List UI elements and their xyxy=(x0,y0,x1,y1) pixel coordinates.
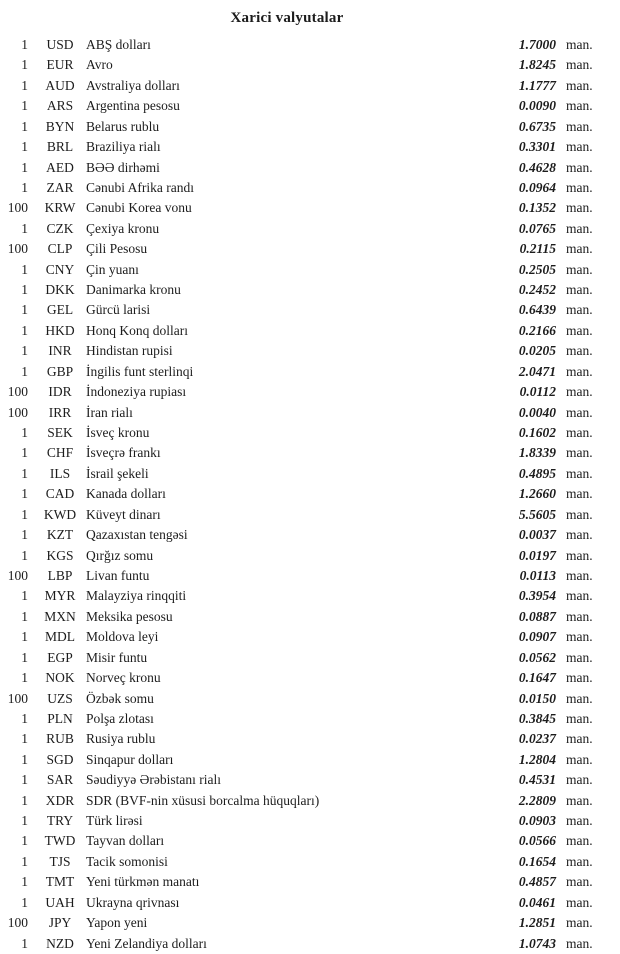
exchange-rate: 0.1654 xyxy=(518,853,556,869)
table-row xyxy=(0,791,620,811)
quantity: 1 xyxy=(21,608,28,624)
exchange-rate: 0.0964 xyxy=(518,179,556,195)
unit-label: man. xyxy=(566,118,593,134)
currency-code: MXN xyxy=(44,608,76,624)
table-row xyxy=(0,178,620,198)
quantity: 1 xyxy=(21,139,28,155)
currency-code: USD xyxy=(46,37,74,52)
exchange-rate: 0.3845 xyxy=(518,710,556,726)
table-row xyxy=(0,96,620,116)
table-row xyxy=(0,811,620,831)
quantity: 1 xyxy=(21,588,28,604)
unit-label: man. xyxy=(566,486,593,502)
unit-label: man. xyxy=(566,77,593,93)
currency-code: TMT xyxy=(45,874,75,890)
table-row xyxy=(0,668,620,688)
quantity: 100 xyxy=(7,384,28,400)
currency-name: Yeni türkmən manatı xyxy=(86,874,200,890)
table-row xyxy=(0,341,620,361)
currency-name: Özbək somu xyxy=(86,690,154,706)
unit-label: man. xyxy=(566,527,593,543)
currency-name: İndoneziya rupiası xyxy=(86,384,187,400)
exchange-rate: 0.4857 xyxy=(518,874,556,890)
quantity: 1 xyxy=(21,894,28,910)
currency-name: Yeni Zelandiya dolları xyxy=(86,935,207,951)
exchange-rate: 0.1647 xyxy=(518,670,556,686)
unit-label: man. xyxy=(566,547,593,563)
currency-name: Honq Konq dolları xyxy=(86,322,188,338)
currency-code: IRR xyxy=(48,404,72,420)
exchange-rate: 0.4895 xyxy=(518,465,556,481)
exchange-rate: 1.7000 xyxy=(518,37,556,52)
currency-name: İngilis funt sterlinqi xyxy=(86,363,194,379)
table-row xyxy=(0,729,620,749)
exchange-rate: 0.0112 xyxy=(519,384,556,400)
currency-code: RUB xyxy=(46,731,74,747)
unit-label: man. xyxy=(566,506,593,522)
unit-label: man. xyxy=(566,731,593,747)
currency-code: TWD xyxy=(44,833,76,849)
table-row xyxy=(0,893,620,913)
currency-code: CZK xyxy=(46,220,74,236)
quantity: 1 xyxy=(21,649,28,665)
currency-code: KZT xyxy=(46,527,74,543)
currency-code: KWD xyxy=(43,506,77,522)
currency-code: IDR xyxy=(48,384,72,400)
exchange-rate: 0.6735 xyxy=(518,118,556,134)
currency-name: ABŞ dolları xyxy=(86,37,151,52)
table-row xyxy=(0,689,620,709)
unit-label: man. xyxy=(566,57,593,73)
unit-label: man. xyxy=(566,220,593,236)
quantity: 1 xyxy=(21,629,28,645)
unit-label: man. xyxy=(566,139,593,155)
exchange-rate: 0.0237 xyxy=(518,731,556,747)
table-row xyxy=(0,403,620,423)
exchange-rate: 1.2660 xyxy=(518,486,556,502)
quantity: 1 xyxy=(21,179,28,195)
exchange-rate: 0.0150 xyxy=(518,690,556,706)
quantity: 1 xyxy=(21,57,28,73)
unit-label: man. xyxy=(566,853,593,869)
exchange-rate: 1.2851 xyxy=(518,915,556,931)
currency-code: MDL xyxy=(45,629,75,645)
unit-label: man. xyxy=(566,772,593,788)
currency-name: Küveyt dinarı xyxy=(86,506,161,522)
quantity: 1 xyxy=(21,751,28,767)
currency-code: EGP xyxy=(47,649,73,665)
currency-name: İsrail şekeli xyxy=(86,465,149,481)
unit-label: man. xyxy=(566,241,593,257)
unit-label: man. xyxy=(566,649,593,665)
currency-name: Yapon yeni xyxy=(86,915,148,931)
currency-name: Misir funtu xyxy=(86,649,148,665)
exchange-rate: 0.0037 xyxy=(518,527,556,543)
currency-code: NOK xyxy=(45,670,75,686)
currency-code: SEK xyxy=(47,425,73,441)
currency-code: CHF xyxy=(46,445,74,461)
quantity: 1 xyxy=(21,506,28,522)
table-row xyxy=(0,913,620,933)
currency-code: UZS xyxy=(47,690,73,706)
table-row xyxy=(0,831,620,851)
currency-code: CAD xyxy=(45,486,75,502)
quantity: 1 xyxy=(21,77,28,93)
table-row xyxy=(0,321,620,341)
exchange-rate: 0.2115 xyxy=(519,241,556,257)
table-row xyxy=(0,709,620,729)
currency-code: GEL xyxy=(46,302,74,318)
quantity: 1 xyxy=(21,833,28,849)
table-row xyxy=(0,117,620,137)
table-row xyxy=(0,158,620,178)
exchange-rate: 0.0113 xyxy=(519,567,556,583)
unit-label: man. xyxy=(566,935,593,951)
page-title: Xarici valyutalar xyxy=(230,10,344,26)
currency-name: Gürcü larisi xyxy=(86,302,151,318)
currency-code: BYN xyxy=(45,118,75,134)
currency-name: Qazaxıstan tengəsi xyxy=(86,527,188,543)
quantity: 1 xyxy=(21,710,28,726)
exchange-rate: 0.0205 xyxy=(518,343,556,359)
currency-name: Meksika pesosu xyxy=(86,608,173,624)
table-row xyxy=(0,137,620,157)
quantity: 1 xyxy=(21,261,28,277)
exchange-rate: 0.0040 xyxy=(518,404,556,420)
currency-name: Argentina pesosu xyxy=(86,98,180,114)
currency-name: Ukrayna qrivnası xyxy=(86,894,180,910)
unit-label: man. xyxy=(566,915,593,931)
quantity: 1 xyxy=(21,302,28,318)
unit-label: man. xyxy=(566,302,593,318)
quantity: 1 xyxy=(21,547,28,563)
quantity: 1 xyxy=(21,731,28,747)
currency-name: SDR (BVF-nin xüsusi borcalma hüquqları) xyxy=(86,792,320,808)
exchange-rate: 0.0562 xyxy=(518,649,556,665)
currency-code: HKD xyxy=(45,322,75,338)
unit-label: man. xyxy=(566,363,593,379)
unit-label: man. xyxy=(566,813,593,829)
currency-code: ILS xyxy=(49,465,71,481)
exchange-rate: 0.4531 xyxy=(518,772,556,788)
quantity: 1 xyxy=(21,118,28,134)
exchange-rate: 0.6439 xyxy=(518,302,556,318)
exchange-rate: 5.5605 xyxy=(518,506,556,522)
quantity: 1 xyxy=(21,343,28,359)
currency-code: SAR xyxy=(46,772,74,788)
unit-label: man. xyxy=(566,37,593,52)
unit-label: man. xyxy=(566,343,593,359)
currency-name: Türk lirəsi xyxy=(86,813,143,829)
exchange-rate: 0.1602 xyxy=(518,425,556,441)
unit-label: man. xyxy=(566,894,593,910)
exchange-rate: 0.0197 xyxy=(518,547,556,563)
unit-label: man. xyxy=(566,322,593,338)
table-row xyxy=(0,525,620,545)
exchange-rate: 0.4628 xyxy=(518,159,556,175)
currency-code: UAH xyxy=(45,894,75,910)
currency-code: SGD xyxy=(46,751,74,767)
unit-label: man. xyxy=(566,751,593,767)
currency-name: Çin yuanı xyxy=(86,261,139,277)
quantity: 100 xyxy=(7,690,28,706)
exchange-rate: 1.8245 xyxy=(518,57,556,73)
unit-label: man. xyxy=(566,567,593,583)
currency-code: TJS xyxy=(49,853,71,869)
exchange-rate: 2.2809 xyxy=(518,792,556,808)
unit-label: man. xyxy=(566,179,593,195)
quantity: 1 xyxy=(21,322,28,338)
currency-name: Polşa zlotası xyxy=(86,710,154,726)
table-row xyxy=(0,484,620,504)
currency-code: CNY xyxy=(45,261,75,277)
currency-code: MYR xyxy=(44,588,76,604)
unit-label: man. xyxy=(566,588,593,604)
quantity: 1 xyxy=(21,772,28,788)
table-row xyxy=(0,260,620,280)
unit-label: man. xyxy=(566,404,593,420)
currency-code: CLP xyxy=(47,241,73,257)
unit-label: man. xyxy=(566,629,593,645)
currency-name: Kanada dolları xyxy=(86,486,166,502)
exchange-rate: 1.0743 xyxy=(518,935,556,951)
table-row xyxy=(0,464,620,484)
currency-name: Rusiya rublu xyxy=(86,731,156,747)
currency-name: Çili Pesosu xyxy=(86,241,148,257)
currency-code: BRL xyxy=(46,139,74,155)
quantity: 1 xyxy=(21,445,28,461)
table-row xyxy=(0,362,620,382)
quantity: 1 xyxy=(21,527,28,543)
exchange-rate: 0.1352 xyxy=(518,200,556,216)
currency-code: GBP xyxy=(46,363,74,379)
unit-label: man. xyxy=(566,465,593,481)
currency-name: İsveçrə frankı xyxy=(86,445,161,461)
table-row xyxy=(0,198,620,218)
currency-name: Hindistan rupisi xyxy=(86,343,173,359)
unit-label: man. xyxy=(566,874,593,890)
exchange-rate: 0.0461 xyxy=(518,894,556,910)
unit-label: man. xyxy=(566,282,593,298)
currency-name: Səudiyyə Ərəbistanı rialı xyxy=(86,772,221,788)
table-row xyxy=(0,770,620,790)
currency-table xyxy=(0,35,620,954)
quantity: 1 xyxy=(21,465,28,481)
exchange-rate: 1.8339 xyxy=(518,445,556,461)
unit-label: man. xyxy=(566,98,593,114)
table-row xyxy=(0,55,620,75)
table-row xyxy=(0,443,620,463)
exchange-rate: 1.1777 xyxy=(518,77,556,93)
table-row xyxy=(0,852,620,872)
table-row xyxy=(0,423,620,443)
currency-code: NZD xyxy=(46,935,74,951)
currency-name: Tacik somonisi xyxy=(86,853,168,869)
exchange-rate: 0.0765 xyxy=(518,220,556,236)
exchange-rate: 0.2166 xyxy=(518,322,556,338)
table-row xyxy=(0,300,620,320)
table-row xyxy=(0,505,620,525)
unit-label: man. xyxy=(566,792,593,808)
table-row xyxy=(0,566,620,586)
currency-code: ZAR xyxy=(46,179,74,195)
currency-name: BƏƏ dirhəmi xyxy=(86,159,160,175)
exchange-rate: 0.3954 xyxy=(518,588,556,604)
table-row xyxy=(0,219,620,239)
currency-code: AED xyxy=(46,159,74,175)
currency-code: DKK xyxy=(45,282,75,298)
currency-name: Norveç kronu xyxy=(86,670,161,686)
currency-name: Çexiya kronu xyxy=(86,220,160,236)
unit-label: man. xyxy=(566,608,593,624)
table-row xyxy=(0,607,620,627)
currency-code: JPY xyxy=(48,915,72,931)
table-row xyxy=(0,546,620,566)
quantity: 1 xyxy=(21,670,28,686)
unit-label: man. xyxy=(566,833,593,849)
table-row xyxy=(0,76,620,96)
table-row xyxy=(0,35,620,55)
currency-name: Moldova leyi xyxy=(86,629,159,645)
currency-code: PLN xyxy=(47,710,73,726)
currency-name: Livan funtu xyxy=(86,567,150,583)
quantity: 100 xyxy=(7,241,28,257)
exchange-rate: 0.2505 xyxy=(518,261,556,277)
currency-code: EUR xyxy=(46,57,74,73)
unit-label: man. xyxy=(566,710,593,726)
currency-code: ARS xyxy=(46,98,74,114)
table-row xyxy=(0,280,620,300)
currency-name: Sinqapur dolları xyxy=(86,751,174,767)
unit-label: man. xyxy=(566,200,593,216)
currency-name: Cənubi Afrika randı xyxy=(86,179,194,195)
unit-label: man. xyxy=(566,425,593,441)
currency-code: TRY xyxy=(46,813,74,829)
quantity: 1 xyxy=(21,935,28,951)
currency-code: INR xyxy=(48,343,72,359)
table-row xyxy=(0,750,620,770)
quantity: 1 xyxy=(21,159,28,175)
unit-label: man. xyxy=(566,445,593,461)
exchange-rate: 0.2452 xyxy=(518,282,556,298)
exchange-rate: 0.0090 xyxy=(518,98,556,114)
currency-name: Braziliya rialı xyxy=(86,139,161,155)
unit-label: man. xyxy=(566,670,593,686)
exchange-rate: 0.3301 xyxy=(518,139,556,155)
exchange-rate: 0.0907 xyxy=(518,629,556,645)
quantity: 1 xyxy=(21,220,28,236)
quantity: 1 xyxy=(21,98,28,114)
exchange-rate: 0.0903 xyxy=(518,813,556,829)
currency-name: Avro xyxy=(86,57,113,73)
currency-code: AUD xyxy=(45,77,75,93)
currency-name: Qırğız somu xyxy=(86,547,154,563)
table-row xyxy=(0,627,620,647)
currency-code: KRW xyxy=(44,200,76,216)
currency-name: Avstraliya dolları xyxy=(86,77,180,93)
exchange-rate: 0.0566 xyxy=(518,833,556,849)
quantity: 100 xyxy=(7,404,28,420)
quantity: 1 xyxy=(21,792,28,808)
quantity: 100 xyxy=(7,567,28,583)
unit-label: man. xyxy=(566,690,593,706)
unit-label: man. xyxy=(566,159,593,175)
quantity: 1 xyxy=(21,282,28,298)
quantity: 100 xyxy=(7,200,28,216)
quantity: 1 xyxy=(21,363,28,379)
quantity: 1 xyxy=(21,486,28,502)
currency-name: İsveç kronu xyxy=(86,425,150,441)
currency-code: LBP xyxy=(47,567,73,583)
table-row xyxy=(0,586,620,606)
quantity: 1 xyxy=(21,37,28,52)
currency-name: Danimarka kronu xyxy=(86,282,181,298)
table-row xyxy=(0,872,620,892)
quantity: 1 xyxy=(21,874,28,890)
currency-name: Tayvan dolları xyxy=(86,833,165,849)
exchange-rate: 2.0471 xyxy=(518,363,556,379)
currency-code: XDR xyxy=(45,792,75,808)
quantity: 1 xyxy=(21,853,28,869)
exchange-rate: 1.2804 xyxy=(518,751,556,767)
table-row xyxy=(0,382,620,402)
currency-name: Belarus rublu xyxy=(86,118,160,134)
unit-label: man. xyxy=(566,261,593,277)
quantity: 1 xyxy=(21,425,28,441)
currency-name: İran rialı xyxy=(86,404,133,420)
quantity: 100 xyxy=(7,915,28,931)
table-row xyxy=(0,648,620,668)
currency-name: Cənubi Korea vonu xyxy=(86,200,192,216)
currency-code: KGS xyxy=(46,547,74,563)
exchange-rate: 0.0887 xyxy=(518,608,556,624)
table-row xyxy=(0,239,620,259)
currency-name: Malayziya rinqqiti xyxy=(86,588,187,604)
quantity: 1 xyxy=(21,813,28,829)
unit-label: man. xyxy=(566,384,593,400)
